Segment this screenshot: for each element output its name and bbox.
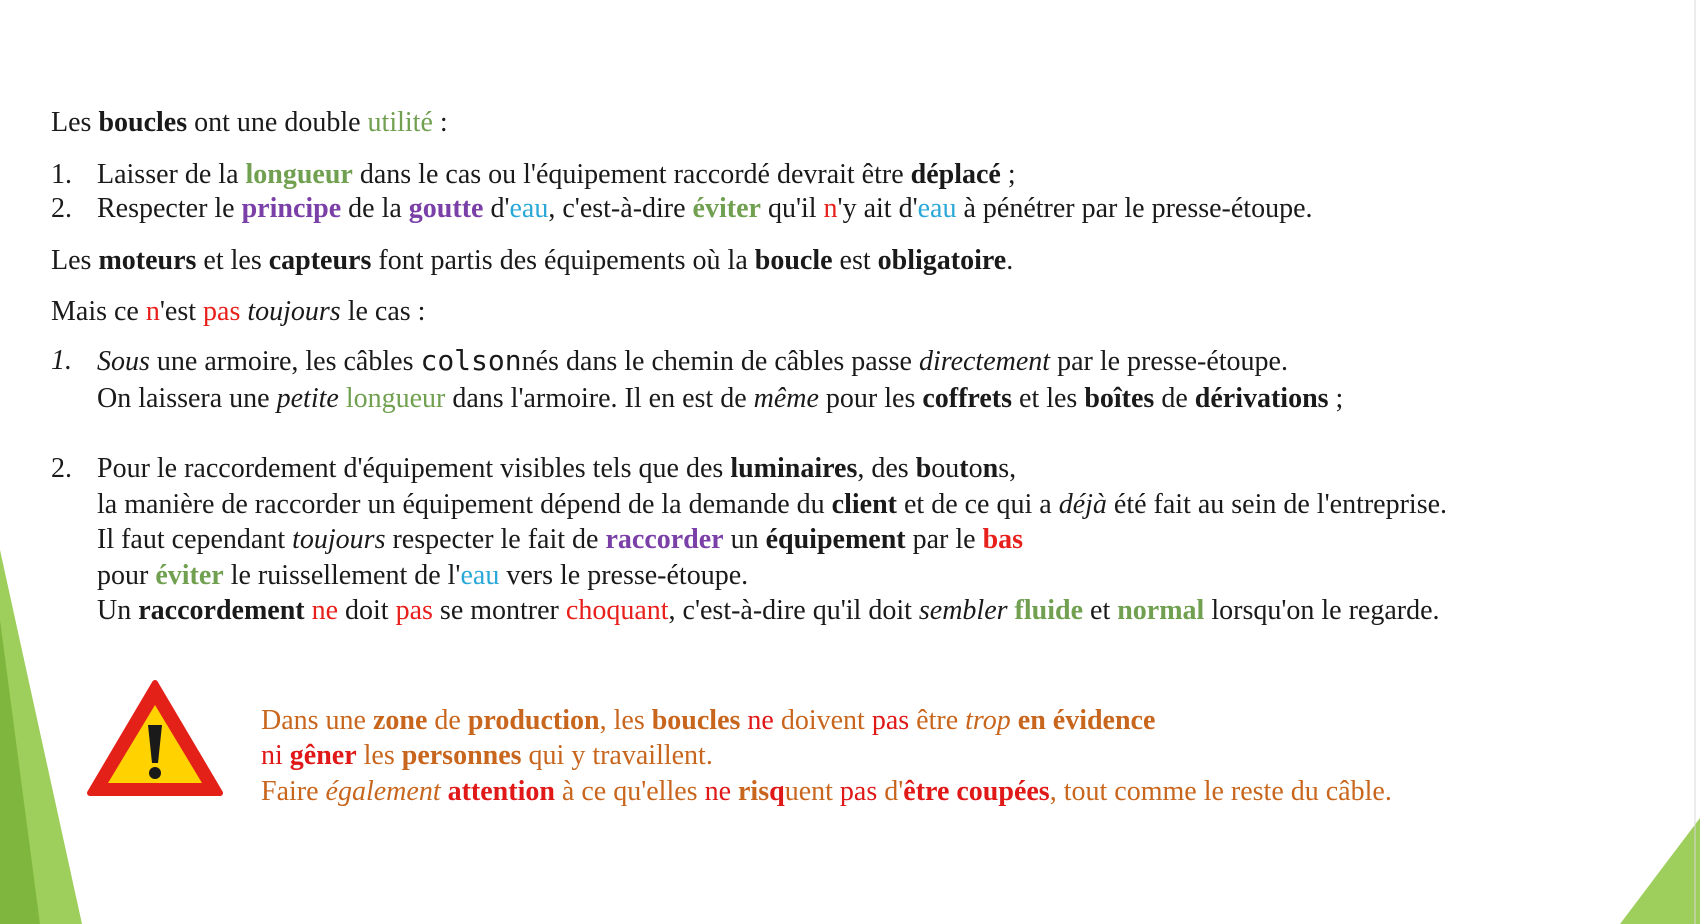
- case1-line-1: Sous une armoire, les câbles colsonnés dans le chemin de câbles passe directement par le presse-étoupe.: [97, 344, 1288, 377]
- use-item-1: Laisser de la longueur dans le cas ou l'équipement raccordé devrait être déplacé ;: [97, 159, 1016, 190]
- case1-line-2: On laissera une petite longueur dans l'armoire. Il en est de même pour les coffrets et les boîtes de dérivations ;: [97, 383, 1344, 414]
- case-number-1: 1.: [51, 345, 72, 376]
- case-number-2: 2.: [51, 453, 72, 484]
- warning-line-2: ni gêner les personnes qui y travaillent.: [261, 740, 713, 771]
- use-item-2: Respecter le principe de la goutte d'eau, c'est-à-dire éviter qu'il n'y ait d'eau à pénétrer par le presse-étoupe.: [97, 193, 1313, 224]
- case2-line-5: Un raccordement ne doit pas se montrer choquant, c'est-à-dire qu'il doit sembler fluide et normal lorsqu'on le regarde.: [97, 595, 1440, 626]
- list-number-2: 2.: [51, 193, 72, 224]
- case2-line-4: pour éviter le ruissellement de l'eau vers le presse-étoupe.: [97, 560, 749, 591]
- case2-line-2: la manière de raccorder un équipement dépend de la demande du client et de ce qui a déjà été fait au sein de l'entreprise.: [97, 489, 1448, 520]
- exception-line: Mais ce n'est pas toujours le cas :: [51, 296, 426, 327]
- warning-line-1: Dans une zone de production, les boucles ne doivent pas être trop en évidence: [261, 705, 1156, 736]
- right-green-decoration: [1620, 0, 1700, 924]
- intro-line: Les boucles ont une double utilité :: [51, 107, 448, 138]
- case2-line-3: Il faut cependant toujours respecter le fait de raccorder un équipement par le bas: [97, 524, 1024, 555]
- warning-triangle-icon: [86, 679, 224, 797]
- case2-line-1: Pour le raccordement d'équipement visibles tels que des luminaires, des boutons,: [97, 453, 1017, 484]
- mandatory-line: Les moteurs et les capteurs font partis des équipements où la boucle est obligatoire.: [51, 245, 1014, 276]
- warning-line-3: Faire également attention à ce qu'elles ne risquent pas d'être coupées, tout comme le reste du câble.: [261, 776, 1392, 807]
- list-number-1: 1.: [51, 159, 72, 190]
